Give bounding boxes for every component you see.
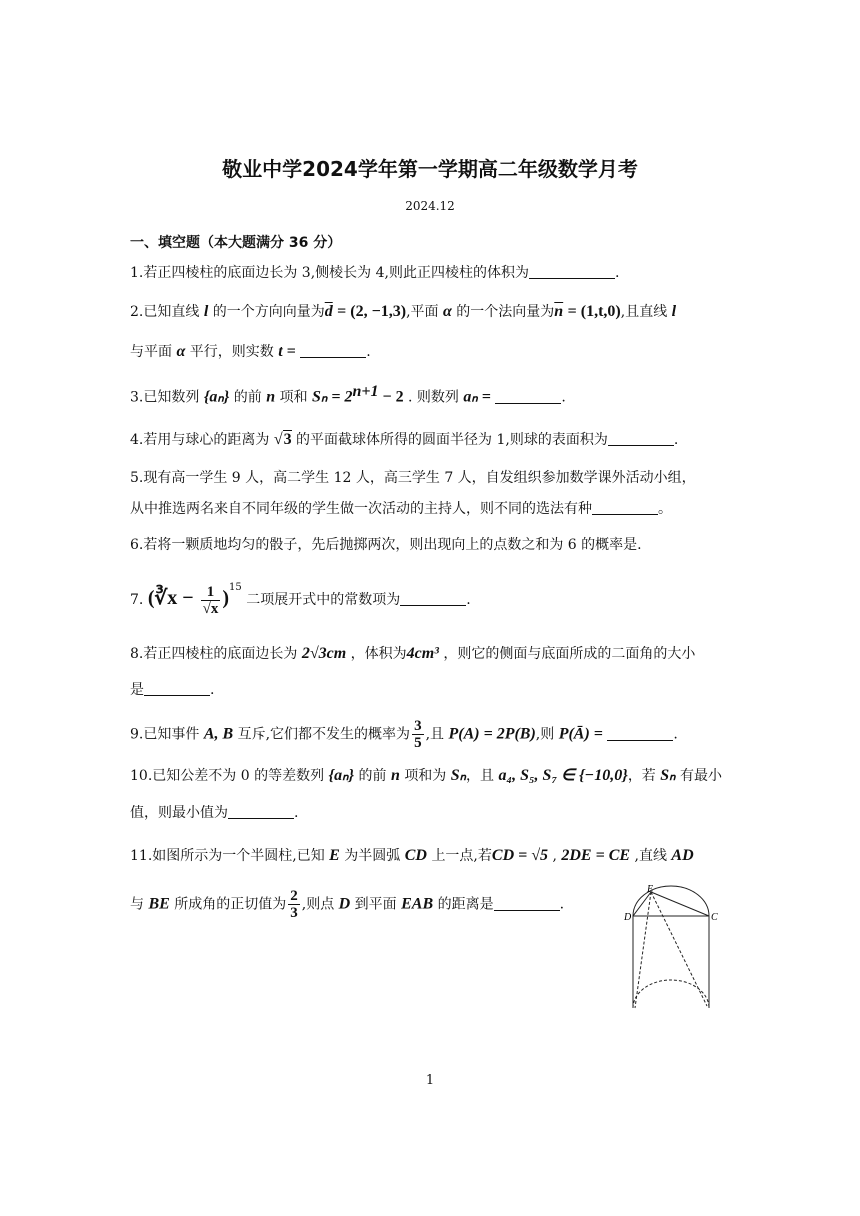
label-d: D — [624, 912, 632, 923]
question-10-line-2: 值，则最小值为 . — [130, 805, 299, 821]
label-e: E — [647, 884, 654, 895]
answer-blank — [495, 389, 561, 404]
question-2-line-2: 与平面 α 平行，则实数 t = . — [130, 343, 371, 360]
question-4: 4.若用与球心的距离为 √3 的平面截球体所得的圆面半径为 1,则球的表面积为 . — [130, 431, 679, 448]
label-c: C — [711, 912, 718, 923]
answer-blank — [494, 896, 560, 911]
answer-blank — [300, 343, 366, 358]
page-number: 1 — [425, 1073, 435, 1088]
exam-date: 2024.12 — [405, 199, 455, 213]
question-1: 1.若正四棱柱的底面边长为 3,侧棱长为 4,则此正四棱柱的体积为 . — [130, 265, 620, 281]
answer-blank — [529, 264, 615, 279]
question-11-line-1: 11.如图所示为一个半圆柱,已知 E 为半圆弧 CD 上一点,若CD = √5 , 2DE = CE ,直线 AD — [130, 847, 694, 864]
question-10-line-1: 10.已知公差不为 0 的等差数列 {aₙ} 的前 n 项和为 Sₙ，且 a₄, S₅, S₇ ∈ {−10,0}，若 Sₙ 有最小 — [130, 767, 722, 784]
question-9: 9.已知事件 A, B 互斥,它们都不发生的概率为 $\frac{3}{5}$ ,且 P(A) = 2P(B),则 P(Ā) = . — [130, 718, 678, 751]
question-8-line-2: 是 . — [130, 682, 215, 698]
question-5-line-2: 从中推选两名来自不同年级的学生做一次活动的主持人，则不同的选法有种 。 — [130, 501, 672, 517]
segment-ec — [651, 892, 709, 916]
question-6: 6.若将一颗质地均匀的骰子，先后抛掷两次，则出现向上的点数之和为 6 的概率是. — [130, 537, 642, 553]
answer-blank — [400, 591, 466, 606]
question-11-line-2: 与 BE 所成角的正切值为 $\frac{2}{3}$ ,则点 D 到平面 EAB 的距离是 . — [130, 888, 565, 921]
half-cylinder-figure — [620, 884, 720, 1014]
question-8-line-1: 8.若正四棱柱的底面边长为 2√3cm ，体积为4cm³ ，则它的侧面与底面所成的二面角的大小 — [130, 645, 696, 662]
question-7: 7. (∛x − $\frac{1}{√x}$ )$^{15}$ 二项展开式中的常数项为 . — [130, 582, 471, 617]
answer-blank — [592, 500, 658, 515]
question-5-line-1: 5.现有高一学生 9 人，高二学生 12 人，高三学生 7 人，自发组织参加数学课外活动小组， — [130, 470, 696, 486]
answer-blank — [144, 681, 210, 696]
answer-blank — [228, 804, 294, 819]
question-2-line-1: 2.已知直线 l 的一个方向向量为$\overline{d} = (2$, −1,3),平面 α 的一个法向量为$\overline{n} = (1,t,0)$,且直线 l — [130, 303, 677, 320]
answer-blank — [607, 726, 673, 741]
section-heading: 一、填空题（本大题满分 36 分） — [130, 235, 342, 251]
bottom-semicircle-arc — [633, 980, 709, 1008]
answer-blank — [608, 431, 674, 446]
exam-title: 敬业中学2024学年第一学期高二年级数学月考 — [222, 157, 638, 181]
question-3: 3.已知数列 {aₙ} 的前 n 项和 $S_n = 2^{n+1} - 2$ . 则数列 aₙ = . — [130, 383, 566, 406]
